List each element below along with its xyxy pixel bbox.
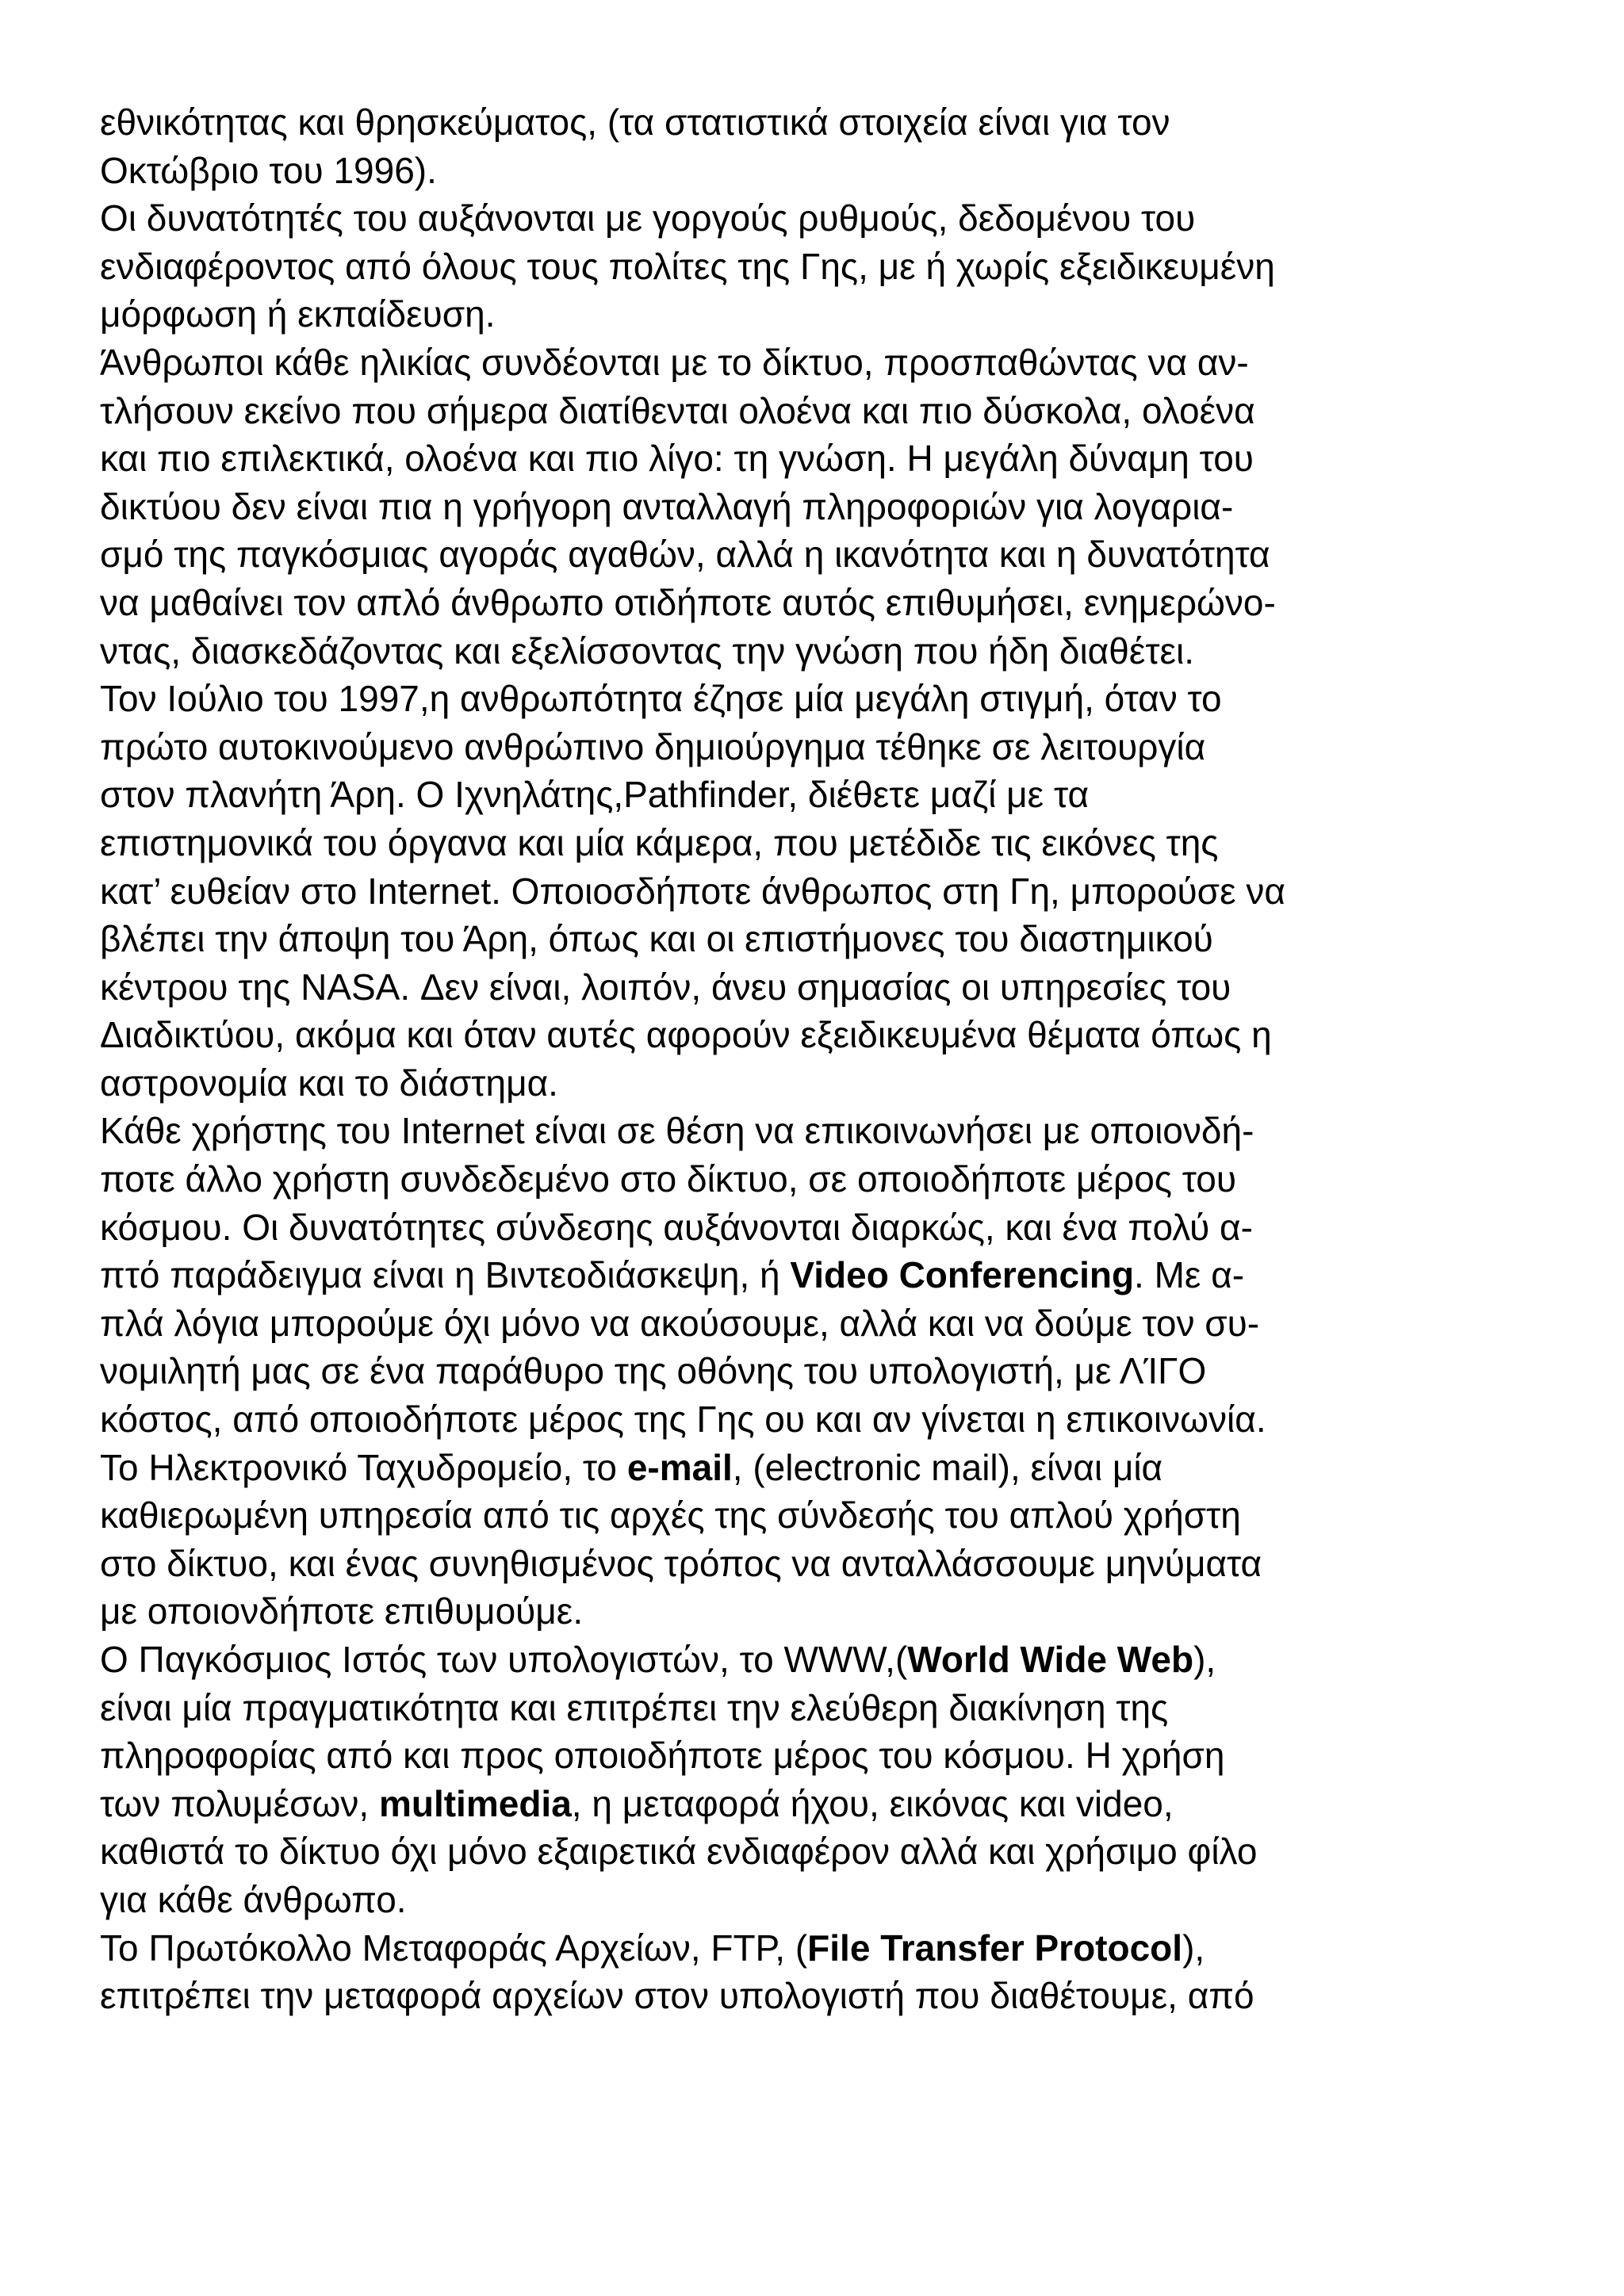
text-run: με οποιονδήποτε επιθυμούμε. — [100, 1590, 584, 1632]
text-line — [100, 1924, 1559, 1973]
text-run: Το Ηλεκτρονικό Ταχυδρομείο, το — [100, 1446, 627, 1488]
text-run: ενδιαφέροντος από όλους τους πολίτες της Γης, με ή χωρίς εξειδικευμένη — [100, 245, 1275, 287]
text-line — [100, 1011, 1559, 1059]
text-line — [100, 1251, 1559, 1299]
text-line — [100, 147, 1559, 195]
text-line — [100, 434, 1559, 483]
text-run: ποτε άλλο χρήστη συνδεδεμένο στο δίκτυο, σε οποιοδήποτε μέρος του — [100, 1158, 1236, 1200]
text-line — [100, 723, 1559, 771]
text-line — [100, 1155, 1559, 1203]
bold-term: Video Conferencing — [790, 1254, 1135, 1296]
text-run: πλά λόγια μπορούμε όχι μόνο να ακούσουμε, αλλά και να δούμε τον συ- — [100, 1302, 1260, 1344]
text-line — [100, 819, 1559, 867]
text-line — [100, 1395, 1559, 1444]
text-run: Άνθρωποι κάθε ηλικίας συνδέονται με το δίκτυο, προσπαθώντας να αν- — [100, 341, 1249, 383]
text-run: πρώτο αυτοκινούμενο ανθρώπινο δημιούργημα τέθηκε σε λειτουργία — [100, 725, 1206, 767]
text-line — [100, 1732, 1559, 1780]
text-run: Διαδικτύου, ακόμα και όταν αυτές αφορούν εξειδικευμένα θέματα όπως η — [100, 1014, 1272, 1056]
text-line — [100, 1636, 1559, 1684]
bold-term: File Transfer Protocol — [807, 1927, 1183, 1969]
text-line — [100, 771, 1559, 819]
text-run: καθιστά το δίκτυο όχι μόνο εξαιρετικά ενδιαφέρον αλλά και χρήσιμο φίλο — [100, 1831, 1258, 1873]
text-run: καθιερωμένη υπηρεσία από τις αρχές της σύνδεσής του απλού χρήστη — [100, 1494, 1241, 1536]
text-run: αστρονομία και το διάστημα. — [100, 1062, 558, 1104]
text-run: επιστημονικά του όργανα και μία κάμερα, που μετέδιδε τις εικόνες της — [100, 821, 1219, 863]
text-line — [100, 1780, 1559, 1828]
text-line — [100, 339, 1559, 387]
text-line — [100, 98, 1559, 147]
text-run: στο δίκτυο, και ένας συνηθισμένος τρόπος να ανταλλάσσουμε μηνύματα — [100, 1542, 1262, 1584]
text-line — [100, 1107, 1559, 1155]
text-line — [100, 1876, 1559, 1924]
text-line — [100, 387, 1559, 435]
bold-term: e-mail — [626, 1446, 733, 1488]
text-run: επιτρέπει την μεταφορά αρχείων στον υπολογιστή που διαθέτουμε, από — [100, 1975, 1254, 2017]
text-run: στον πλανήτη Άρη. Ο Ιχνηλάτης,Pathfinder, διέθετε μαζί με τα — [100, 774, 1090, 816]
text-run: Κάθε χρήστης του Internet είναι σε θέση να επικοινωνήσει με οποιονδή- — [100, 1110, 1254, 1152]
text-line — [100, 243, 1559, 291]
text-run: νομιλητή μας σε ένα παράθυρο της οθόνης του υπολογιστή, με ΛΊΓΟ — [100, 1350, 1207, 1392]
bold-term: World Wide Web — [907, 1639, 1194, 1680]
text-line — [100, 1684, 1559, 1732]
bold-term: multimedia — [378, 1782, 572, 1824]
text-run: ), — [1182, 1927, 1205, 1969]
text-line — [100, 530, 1559, 579]
text-line — [100, 1972, 1559, 2020]
text-line — [100, 1540, 1559, 1588]
text-run: εθνικότητας και θρησκεύματος, (τα στατιστικά στοιχεία είναι για τον — [100, 101, 1170, 143]
text-run: . Με α- — [1134, 1254, 1245, 1296]
text-line — [100, 194, 1559, 243]
text-line — [100, 1059, 1559, 1108]
text-run: των πολυμέσων, — [100, 1782, 379, 1824]
text-line — [100, 915, 1559, 963]
text-run: Το Πρωτόκολλο Μεταφοράς Αρχείων, FTP, ( — [100, 1927, 808, 1969]
text-run: ), — [1193, 1639, 1216, 1680]
text-run: Τον Ιούλιο του 1997,η ανθρωπότητα έζησε μία μεγάλη στιγμή, όταν το — [100, 678, 1222, 720]
text-run: και πιο επιλεκτικά, ολοένα και πιο λίγο: τη γνώση. Η μεγάλη δύναμη του — [100, 438, 1254, 480]
text-run: είναι μία πραγματικότητα και επιτρέπει την ελεύθερη διακίνηση της — [100, 1686, 1169, 1728]
text-line — [100, 627, 1559, 675]
text-run: πτό παράδειγμα είναι η Βιντεοδιάσκεψη, ή — [100, 1254, 791, 1296]
text-line — [100, 675, 1559, 723]
body-text — [100, 98, 1559, 2020]
text-run: για κάθε άνθρωπο. — [100, 1878, 407, 1920]
text-run: σμό της παγκόσμιας αγοράς αγαθών, αλλά η ικανότητα και η δυνατότητα — [100, 534, 1270, 576]
text-line — [100, 963, 1559, 1012]
text-run: , (electronic mail), είναι μία — [732, 1446, 1163, 1488]
text-line — [100, 1347, 1559, 1395]
text-line — [100, 1827, 1559, 1876]
text-run: ντας, διασκεδάζοντας και εξελίσσοντας την γνώση που ήδη διαθέτει. — [100, 629, 1195, 672]
text-run: βλέπει την άποψη του Άρη, όπως και οι επιστήμονες του διαστημικού — [100, 918, 1213, 960]
text-line — [100, 1444, 1559, 1492]
text-line — [100, 579, 1559, 627]
text-run: κόστος, από οποιοδήποτε μέρος της Γης ου και αν γίνεται η επικοινωνία. — [100, 1399, 1266, 1441]
text-line — [100, 1491, 1559, 1540]
text-run: μόρφωση ή εκπαίδευση. — [100, 293, 496, 335]
text-line — [100, 1203, 1559, 1252]
text-run: Ο Παγκόσμιος Ιστός των υπολογιστών, το WWW,( — [100, 1639, 908, 1680]
text-line — [100, 1587, 1559, 1636]
text-run: , η μεταφορά ήχου, εικόνας και video, — [571, 1782, 1174, 1824]
text-run: Οι δυνατότητές του αυξάνονται με γοργούς ρυθμούς, δεδομένου του — [100, 197, 1196, 239]
text-line — [100, 867, 1559, 916]
text-run: κόσμου. Οι δυνατότητες σύνδεσης αυξάνονται διαρκώς, και ένα πολύ α- — [100, 1206, 1253, 1248]
text-run: κατ’ ευθείαν στο Internet. Οποιοσδήποτε άνθρωπος στη Γη, μπορούσε να — [100, 870, 1285, 912]
text-line — [100, 290, 1559, 339]
text-run: να μαθαίνει τον απλό άνθρωπο οτιδήποτε αυτός επιθυμήσει, ενημερώνο- — [100, 581, 1276, 623]
text-run: δικτύου δεν είναι πια η γρήγορη ανταλλαγή πληροφοριών για λογαρια- — [100, 485, 1234, 527]
text-line — [100, 483, 1559, 531]
text-line — [100, 1299, 1559, 1348]
text-run: Οκτώβριο του 1996). — [100, 149, 437, 191]
text-run: τλήσουν εκείνο που σήμερα διατίθενται ολοένα και πιο δύσκολα, ολοένα — [100, 389, 1255, 431]
text-run: πληροφορίας από και προς οποιοδήποτε μέρος του κόσμου. Η χρήση — [100, 1735, 1225, 1777]
text-run: κέντρου της NASA. Δεν είναι, λοιπόν, άνευ σημασίας οι υπηρεσίες του — [100, 966, 1231, 1008]
